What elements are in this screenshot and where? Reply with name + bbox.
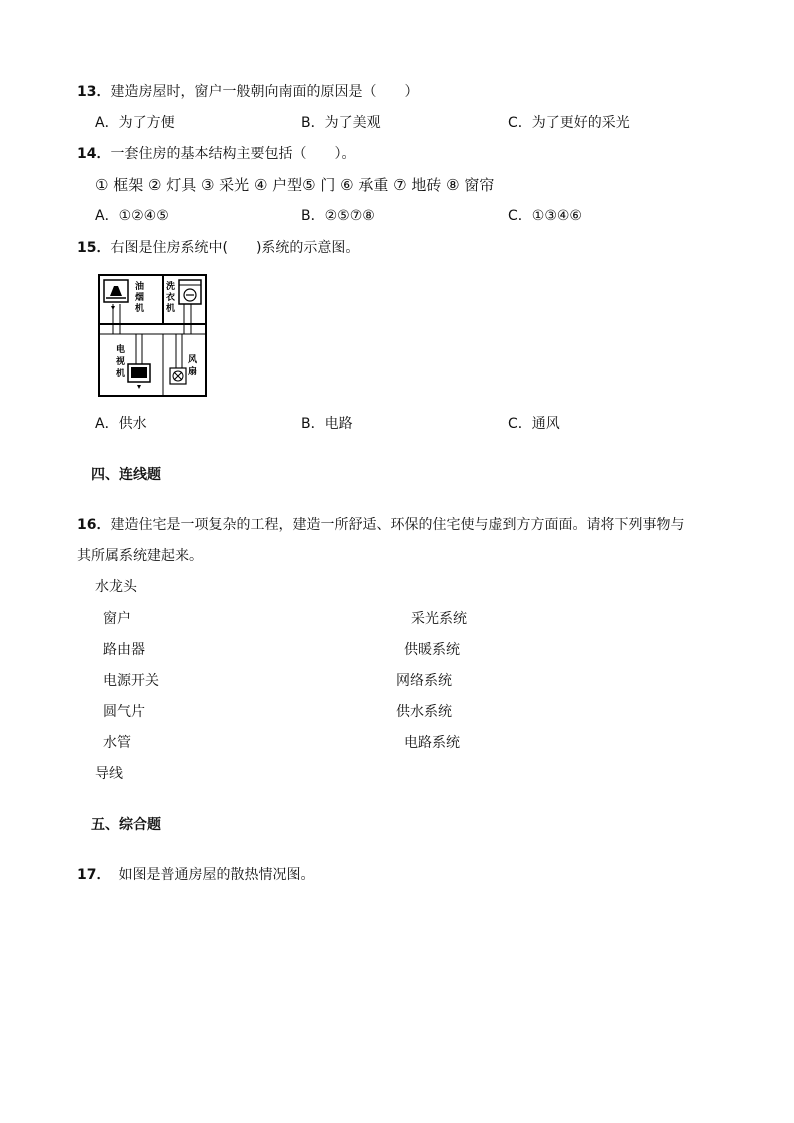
section-title: 五、综合题: [91, 817, 161, 833]
right-item[interactable]: 供水系统: [396, 704, 452, 720]
option-a[interactable]: A．供水: [95, 416, 147, 432]
left-item[interactable]: 电源开关: [103, 673, 159, 689]
option-c[interactable]: C．通风: [508, 416, 560, 432]
label-hood-1: 油: [135, 282, 145, 292]
question-17: [77, 865, 314, 885]
structure-items: ① 框架 ② 灯具 ③ 采光 ④ 户型⑤ 门 ⑥ 承重 ⑦ 地砖 ⑧ 窗帘: [95, 176, 495, 194]
question-14: [77, 144, 355, 164]
right-item[interactable]: 电路系统: [404, 735, 460, 751]
option-c[interactable]: C．①③④⑥: [508, 208, 582, 224]
option-a[interactable]: A．①②④⑤: [95, 208, 169, 224]
right-item[interactable]: 网络系统: [396, 673, 452, 689]
left-item[interactable]: 水管: [103, 735, 131, 751]
option-c[interactable]: C．为了更好的采光: [508, 115, 630, 131]
label-tv-2: 视: [116, 357, 126, 367]
washing-machine-icon: [179, 280, 201, 304]
left-item[interactable]: 导线: [95, 766, 123, 782]
label-hood-3: 机: [135, 304, 145, 314]
label-washer-1: 洗: [166, 282, 176, 292]
question-stem-continued: 其所属系统建起来。: [77, 548, 203, 564]
label-hood-2: 烟: [135, 293, 145, 303]
question-stem: 建造住宅是一项复杂的工程，建造一所舒适、环保的住宅使与虚到方方面面。请将下列事物与: [110, 517, 685, 533]
question-stem: 右图是住房系统中( )系统的示意图。: [110, 240, 360, 256]
question-number: 13．: [77, 84, 111, 100]
left-item[interactable]: 路由器: [103, 642, 145, 658]
question-stem: 建造房屋时，窗户一般朝向南面的原因是（ ）: [110, 84, 419, 100]
question-15: [77, 238, 359, 258]
right-item[interactable]: 供暖系统: [404, 642, 460, 658]
option-b[interactable]: B．电路: [301, 416, 353, 432]
fan-icon: [170, 368, 186, 384]
right-item[interactable]: 采光系统: [411, 611, 467, 627]
option-b[interactable]: B．②⑤⑦⑧: [301, 208, 375, 224]
left-item[interactable]: 水龙头: [95, 579, 137, 595]
question-number: 16．: [77, 517, 111, 533]
left-item[interactable]: 圆气片: [103, 704, 145, 720]
question-16: [77, 515, 684, 535]
question-number: 14．: [77, 146, 111, 162]
circuit-diagram: [98, 274, 208, 398]
left-item[interactable]: 窗户: [103, 611, 131, 627]
label-washer-3: 机: [166, 304, 176, 314]
label-tv-1: 电: [116, 345, 126, 355]
label-fan-2: 扇: [188, 367, 198, 377]
label-tv-3: 机: [116, 369, 126, 379]
question-stem: 如图是普通房屋的散热情况图。: [118, 867, 315, 883]
section-title: 四、连线题: [91, 467, 161, 483]
question-number: 17．: [77, 867, 111, 883]
question-stem: 一套住房的基本结构主要包括（ ）。: [110, 146, 356, 162]
option-b[interactable]: B．为了美观: [301, 115, 381, 131]
range-hood-icon: [104, 280, 128, 302]
television-icon: [128, 364, 150, 382]
option-a[interactable]: A．为了方便: [95, 115, 175, 131]
label-fan-1: 风: [188, 355, 198, 365]
question-number: 15．: [77, 240, 111, 256]
label-washer-2: 衣: [166, 293, 176, 303]
question-13: [77, 82, 418, 102]
